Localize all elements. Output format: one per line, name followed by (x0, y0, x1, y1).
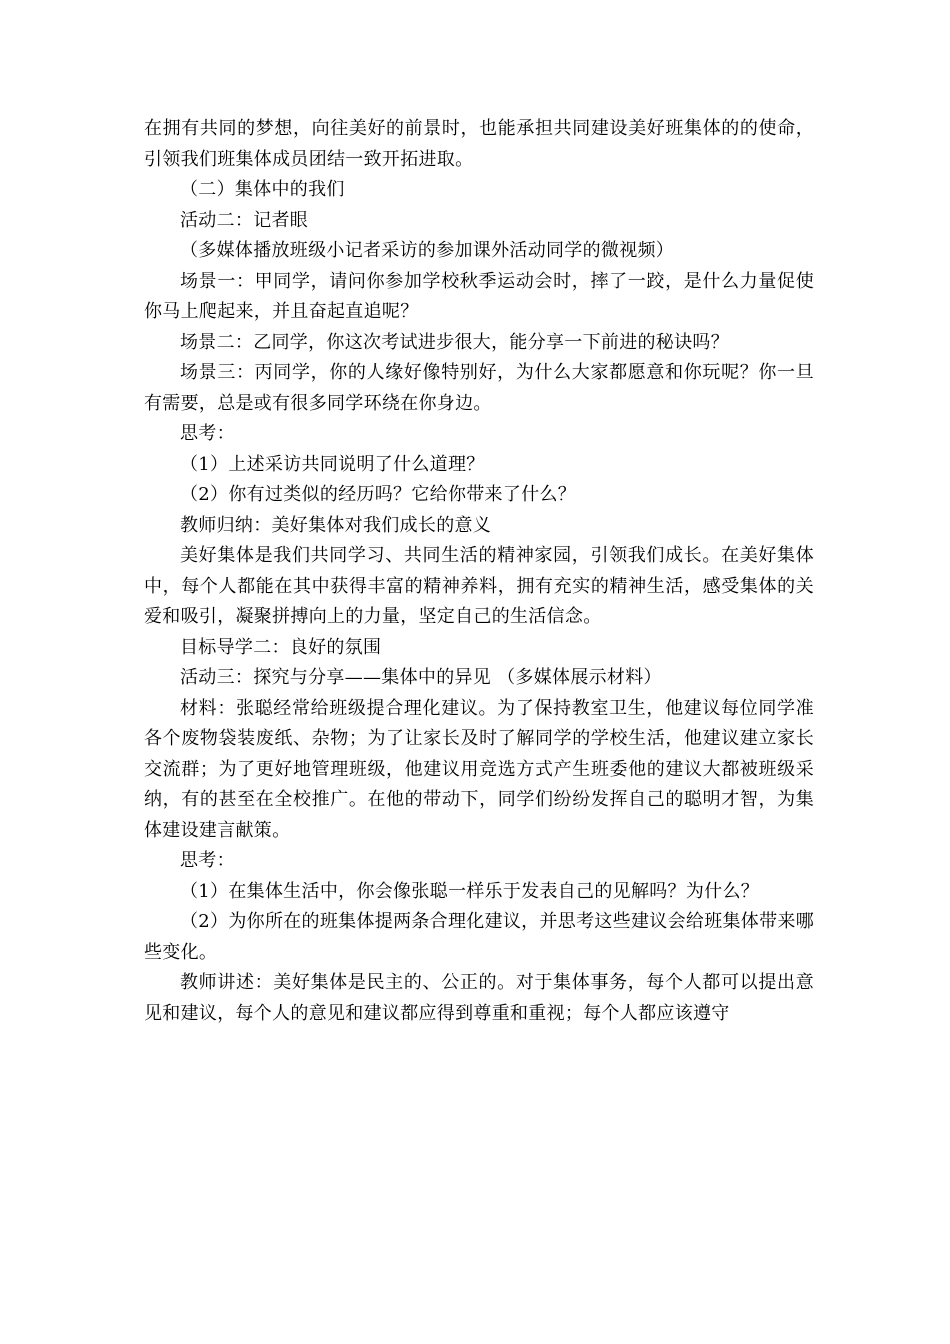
paragraph-continuation: 在拥有共同的梦想，向往美好的前景时，也能承担共同建设美好班集体的的使命，引领我们班集体成员团结一致开拓进取。 (144, 118, 814, 170)
material-paragraph: 材料：张聪经常给班级提合理化建议。为了保持教室卫生，他建议每位同学准各个废物袋装废纸、杂物；为了让家长及时了解同学的学校生活，他建议建立家长交流群；为了更好地管理班级，他建议用竞选方式产生班委他的建议大都被班级采纳，有的甚至在全校推广。在他的带动下，同学们纷纷发挥自己的聪明才智，为集体建设建言献策。 (144, 697, 814, 841)
teacher-summary-body: 美好集体是我们共同学习、共同生活的精神家园，引领我们成长。在美好集体中，每个人都能在其中获得丰富的精神养料，拥有充实的精神生活，感受集体的关爱和吸引，凝聚拼搏向上的力量，坚定自己的生活信念。 (144, 545, 814, 627)
activity-heading-reporter-eye: 活动二：记者眼 (180, 209, 309, 231)
question-2: （2）你有过类似的经历吗？它给你带来了什么？ (180, 484, 577, 505)
question-1: （1）上述采访共同说明了什么道理？ (180, 453, 485, 475)
teacher-explanation: 教师讲述：美好集体是民主的、公正的。对于集体事务，每个人都可以提出意见和建议，每个人的意见和建议都应得到尊重和重视；每个人都应该遵守 (144, 972, 814, 1024)
scene-one: 场景一：甲同学，请问你参加学校秋季运动会时，摔了一跤，是什么力量促使你马上爬起来，并且奋起直追呢？ (144, 270, 814, 322)
think-label: 思考： (180, 423, 235, 444)
scene-two: 场景二：乙同学，你这次考试进步很大，能分享一下前进的秘诀吗？ (180, 331, 729, 353)
activity-heading-explore-share: 活动三：探究与分享——集体中的异见 （多媒体展示材料） (180, 667, 662, 688)
section-heading-we-in-collective: （二）集体中的我们 (180, 179, 345, 200)
goal-heading-atmosphere: 目标导学二：良好的氛围 (180, 636, 382, 658)
teacher-summary-heading: 教师归纳：美好集体对我们成长的意义 (180, 514, 492, 536)
multimedia-note: （多媒体播放班级小记者采访的参加课外活动同学的微视频） (180, 240, 675, 261)
document-body (144, 114, 814, 1029)
scene-three: 场景三：丙同学，你的人缘好像特别好，为什么大家都愿意和你玩呢？你一旦有需要，总是或有很多同学环绕在你身边。 (144, 362, 814, 414)
question-1b: （1）在集体生活中，你会像张聪一样乐于发表自己的见解吗？为什么？ (180, 880, 760, 902)
question-2b: （2）为你所在的班集体提两条合理化建议，并思考这些建议会给班集体带来哪些变化。 (144, 911, 814, 963)
think-label-2: 思考： (180, 850, 235, 871)
